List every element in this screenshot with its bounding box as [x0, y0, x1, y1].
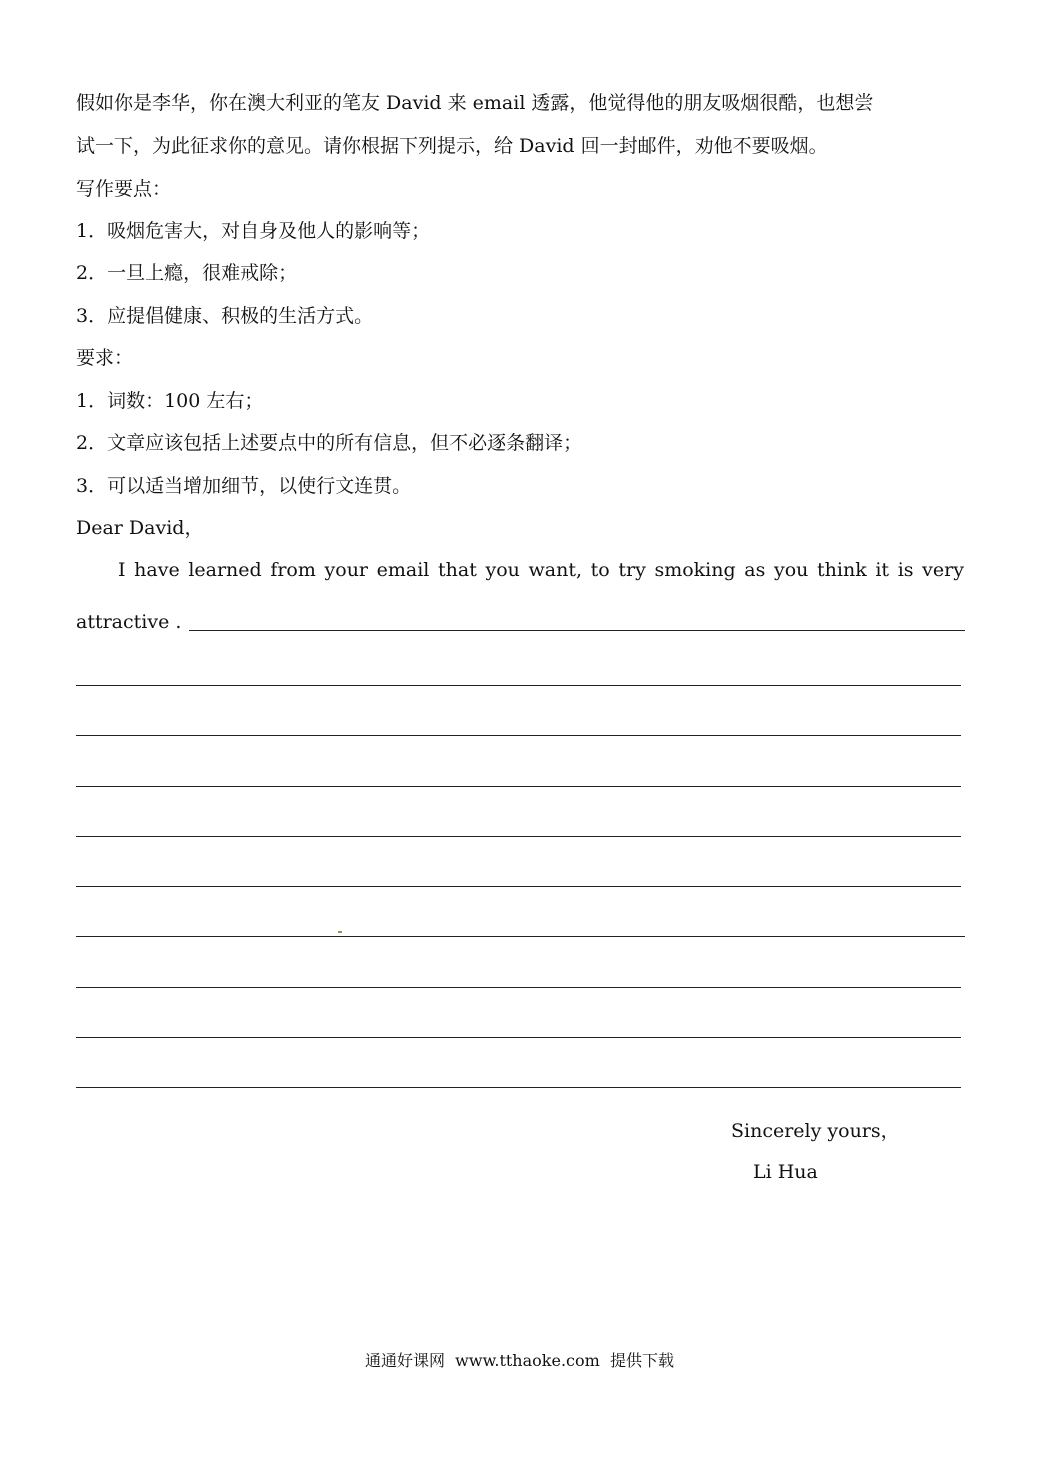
- answer-line-8: [76, 987, 961, 988]
- requirement-item-1: 1．词数：100 左右；: [76, 390, 264, 412]
- scan-speck: [338, 931, 342, 933]
- opening-word: it: [875, 559, 890, 581]
- opening-word: from: [270, 559, 316, 581]
- opening-word: email: [376, 559, 430, 581]
- answer-line-1: [189, 630, 965, 631]
- answer-line-6: [76, 886, 961, 887]
- opening-word: think: [817, 559, 867, 581]
- opening-word: I: [118, 559, 126, 581]
- letter-opening-line-1: [118, 558, 964, 582]
- letter-greeting: Dear David，: [76, 517, 204, 539]
- answer-line-10: [76, 1087, 961, 1088]
- point-item-3: 3．应提倡健康、积极的生活方式。: [76, 305, 374, 327]
- opening-word: learned: [188, 559, 262, 581]
- opening-word: is: [897, 559, 914, 581]
- answer-line-5: [76, 836, 961, 837]
- answer-line-2: [76, 685, 961, 686]
- opening-word: want,: [528, 559, 583, 581]
- opening-word: to: [590, 559, 610, 581]
- opening-word: have: [134, 559, 180, 581]
- requirements-heading: 要求：: [76, 347, 134, 369]
- opening-word: you: [485, 559, 520, 581]
- prompt-intro-line-2: 试一下，为此征求你的意见。请你根据下列提示，给 David 回一封邮件，劝他不要吸烟。: [76, 135, 828, 157]
- opening-word: smoking: [654, 559, 736, 581]
- opening-word: very: [922, 559, 964, 581]
- requirement-item-3: 3．可以适当增加细节，以使行文连贯。: [76, 475, 412, 497]
- prompt-intro-line-1: 假如你是李华，你在澳大利亚的笔友 David 来 email 透露，他觉得他的朋友吸烟很酷，也想尝: [76, 92, 874, 114]
- opening-word: your: [324, 559, 369, 581]
- letter-opening-line-2: attractive .: [76, 611, 182, 633]
- letter-closing: Sincerely yours，: [731, 1120, 900, 1142]
- answer-line-4: [76, 786, 961, 787]
- answer-line-3: [76, 735, 961, 736]
- opening-word: try: [618, 559, 646, 581]
- page-footer: 通通好课网 www.tthaoke.com 提供下载: [365, 1351, 674, 1370]
- opening-word: as: [744, 559, 766, 581]
- point-item-2: 2．一旦上瘾，很难戒除；: [76, 262, 298, 284]
- points-heading: 写作要点：: [76, 178, 172, 200]
- letter-signature: Li Hua: [753, 1161, 818, 1183]
- answer-line-7: [76, 936, 965, 937]
- requirement-item-2: 2．文章应该包括上述要点中的所有信息，但不必逐条翻译；: [76, 432, 583, 454]
- opening-word: that: [438, 559, 477, 581]
- answer-line-9: [76, 1037, 961, 1038]
- point-item-1: 1．吸烟危害大，对自身及他人的影响等；: [76, 220, 431, 242]
- opening-word: you: [773, 559, 809, 581]
